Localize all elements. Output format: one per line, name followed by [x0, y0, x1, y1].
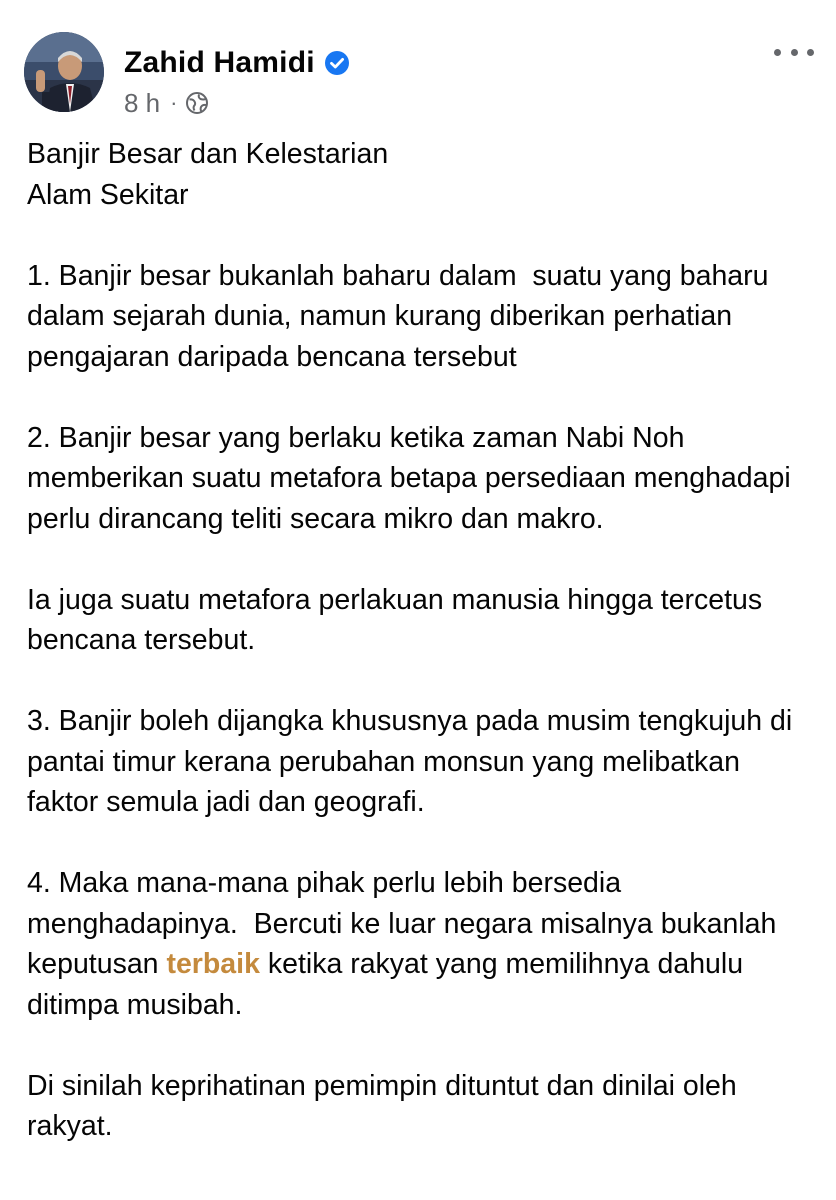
post-header [24, 32, 814, 118]
author-name[interactable]: Zahid Hamidi [124, 46, 315, 79]
paragraph-gap [27, 215, 817, 256]
paragraph-gap [27, 377, 817, 418]
meta-separator: · [170, 90, 178, 115]
avatar-image [24, 32, 104, 112]
post-paragraph: 1. Banjir besar bukanlah baharu dalam suatu yang baharu dalam sejarah dunia, namun kurang diberikan perhatian pengajaran daripada bencana tersebut [27, 259, 777, 373]
post-title: Banjir Besar dan Kelestarian Alam Sekitar [27, 138, 389, 211]
paragraph-gap [27, 539, 817, 580]
highlighted-word: terbaik [166, 948, 260, 980]
menu-dot [774, 49, 781, 56]
author-avatar[interactable] [24, 32, 104, 112]
paragraph-gap [27, 1025, 817, 1066]
post-paragraph: 3. Banjir boleh dijangka khususnya pada musim tengkujuh di pantai timur kerana perubahan monsun yang melibatkan faktor semula jadi dan geografi. [27, 705, 801, 818]
paragraph-text: ketika rakyat yang memilihnya dahulu ditimpa musibah. [27, 948, 752, 1021]
post-paragraph: Ia juga suatu metafora perlakuan manusia hingga tercetus bencana tersebut. [27, 583, 771, 656]
more-options-icon[interactable] [774, 42, 814, 62]
menu-dot [807, 49, 814, 56]
globe-icon[interactable] [185, 91, 209, 115]
post-body [27, 134, 817, 1147]
post-timestamp[interactable]: 8 h [124, 87, 161, 118]
author-name-row [124, 44, 350, 82]
post-meta [124, 88, 209, 118]
post-paragraph: 2. Banjir besar yang berlaku ketika zaman Nabi Noh memberikan suatu metafora betapa persediaan menghadapi perlu dirancang teliti secara mikro dan makro. [27, 421, 799, 535]
post-paragraph: Di sinilah keprihatinan pemimpin dituntut dan dinilai oleh rakyat. [27, 1069, 745, 1142]
verified-badge-icon [324, 50, 350, 76]
menu-dot [791, 49, 798, 56]
paragraph-text: 4. Maka mana-mana pihak perlu lebih bersedia menghadapinya. Bercuti ke luar negara misalnya bukanlah keputusan [27, 867, 785, 980]
post-paragraph [27, 863, 817, 1025]
paragraph-gap [27, 823, 817, 864]
paragraph-gap [27, 661, 817, 702]
